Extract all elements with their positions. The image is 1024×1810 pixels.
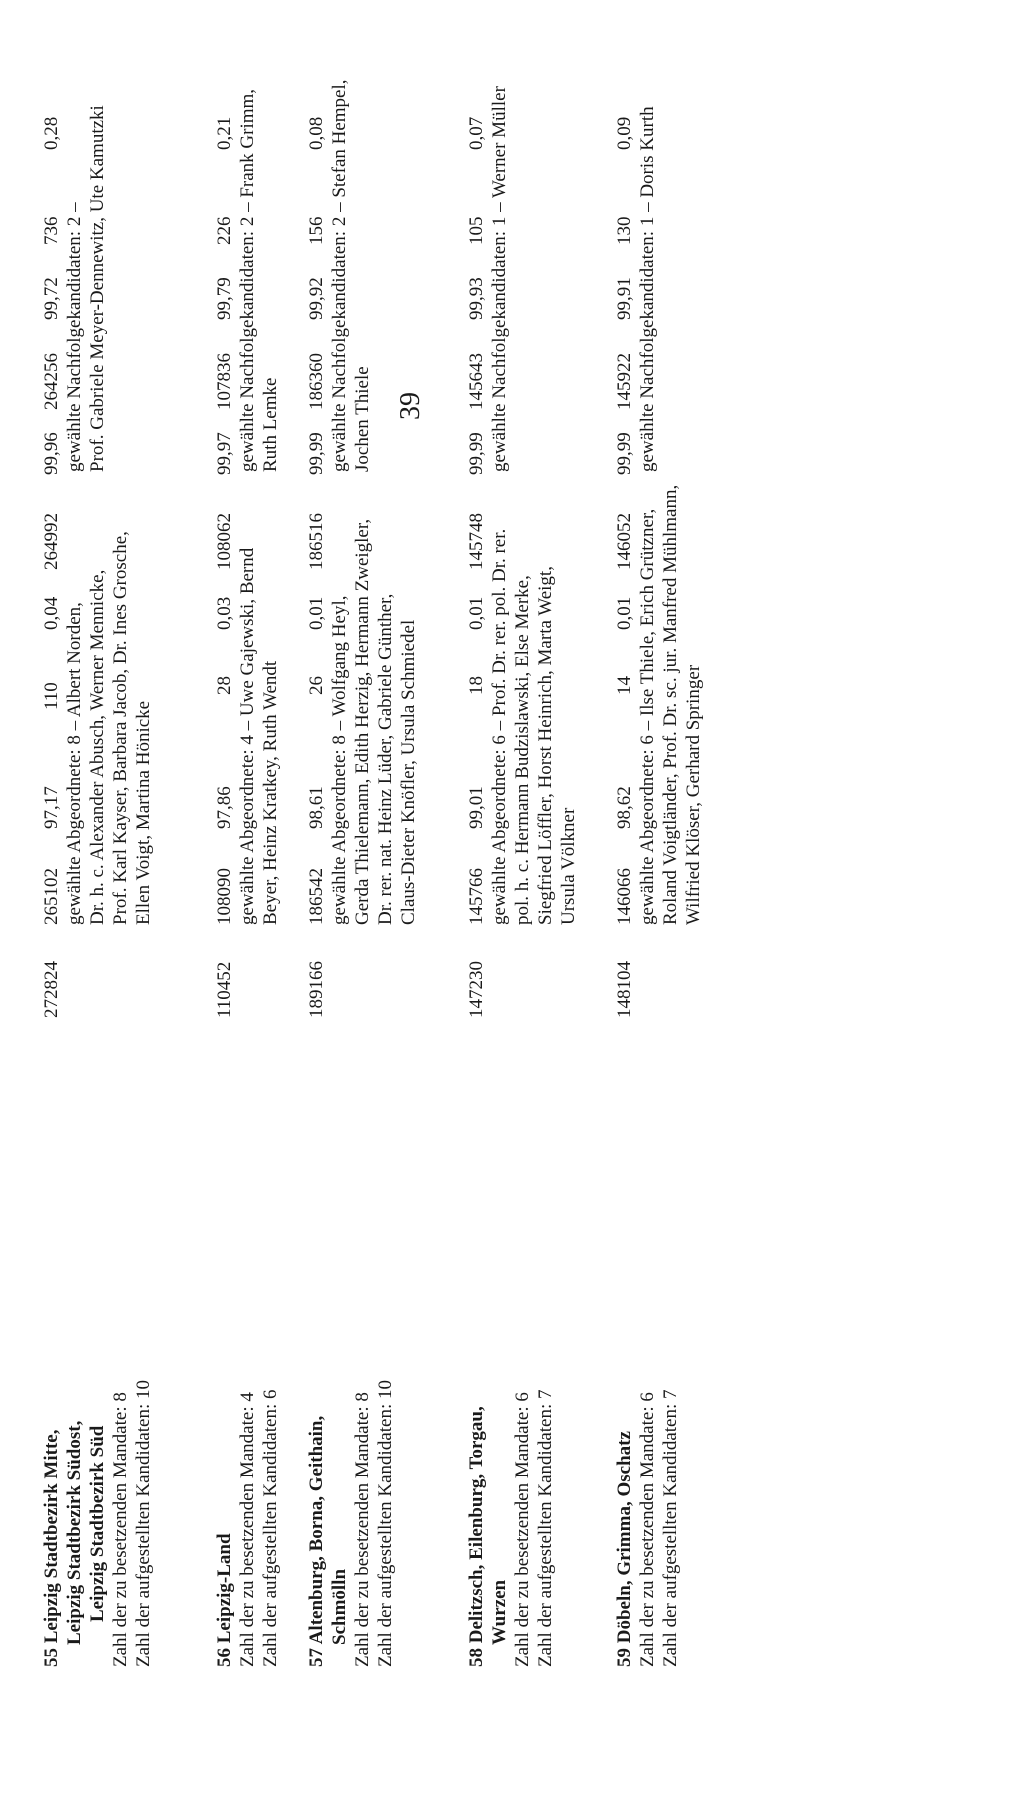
percent-for-2: 99,91 [614,277,635,320]
votes-against: 18 [466,676,487,695]
percent-against: 0,01 [306,596,327,630]
district-title: 55 Leipzig Stadtbezirk Mitte, [41,1429,62,1667]
votes-against-2: 130 [614,216,635,245]
district-title-cont: Leipzig Stadtbezirk Süd [87,1425,108,1622]
district-title: 59 Döbeln, Grimma, Oschatz [614,1431,635,1667]
eligible-voters: 147230 [466,961,487,1018]
percent-for-2: 99,93 [466,277,487,320]
successor-line: Ruth Lemke [260,377,281,472]
votes-against: 26 [306,676,327,695]
district-block [305,0,420,1810]
district-block [465,0,580,1810]
percent-for: 98,61 [306,786,327,829]
page-number: 39 [395,392,426,420]
valid-votes: 146066 [614,868,635,925]
elected-line: gewählte Abgeordnete: 6 – Prof. Dr. rer. pol. Dr. rer. [489,528,510,925]
eligible-voters: 110452 [214,961,235,1018]
district-title-cont: Schmölln [329,1568,350,1645]
percent-for-2: 99,72 [41,277,62,320]
votes-against-2: 156 [306,216,327,245]
percent-against-2: 0,07 [466,116,487,150]
percent-against: 0,03 [214,596,235,630]
district-block [40,0,155,1810]
elected-line: Roland Voigtländer, Prof. Dr. sc. jur. Manfred Mühlmann, [660,484,681,925]
percent-for: 97,86 [214,786,235,829]
successor-line: Prof. Gabriele Meyer-Dennewitz, Ute Kamutzki [87,105,108,472]
mandates-count: Zahl der zu besetzenden Mandate: 4 [237,1392,258,1667]
successor-line: gewählte Nachfolgekandidaten: 2 – Frank Grimm, [237,88,258,472]
votes-against: 28 [214,676,235,695]
votes-against: 14 [614,676,635,695]
mandates-count: Zahl der zu besetzenden Mandate: 8 [352,1392,373,1667]
percent-against: 0,04 [41,596,62,630]
district-block [213,0,282,1810]
elected-line: Prof. Karl Kayser, Barbara Jacob, Dr. Ines Grosche, [110,531,131,925]
candidates-count: Zahl der aufgestellten Kandidaten: 10 [133,1379,154,1667]
elected-line: pol. h. c. Hermann Budzislawski, Else Merke, [512,575,533,925]
candidates-count: Zahl der aufgestellten Kandidaten: 6 [260,1389,281,1667]
valid-votes-2: 145643 [466,353,487,410]
valid-votes-2: 264256 [41,353,62,410]
percent-participation: 99,99 [466,432,487,475]
eligible-voters: 189166 [306,961,327,1018]
elected-line: gewählte Abgeordnete: 8 – Wolfgang Heyl, [329,595,350,925]
percent-participation: 99,99 [306,432,327,475]
candidates-count: Zahl der aufgestellten Kandidaten: 10 [375,1379,396,1667]
elected-line: gewählte Abgeordnete: 8 – Albert Norden, [64,602,85,925]
elected-line: Dr. h. c. Alexander Abusch, Werner Mennicke, [87,569,108,925]
candidates-count: Zahl der aufgestellten Kandidaten: 7 [535,1389,556,1667]
district-title: 58 Delitzsch, Eilenburg, Torgau, [466,1406,487,1667]
mandates-count: Zahl der zu besetzenden Mandate: 6 [512,1392,533,1667]
percent-participation: 99,97 [214,432,235,475]
percent-against-2: 0,28 [41,116,62,150]
district-title-cont: Leipzig Stadtbezirk Südost, [64,1420,85,1645]
votes-against-2: 105 [466,216,487,245]
valid-votes: 108090 [214,868,235,925]
votes-against-2: 736 [41,216,62,245]
eligible-voters-2: 145748 [466,513,487,570]
percent-participation: 99,99 [614,432,635,475]
percent-against-2: 0,21 [214,116,235,150]
percent-against: 0,01 [614,596,635,630]
elected-line: Gerda Thielemann, Edith Herzig, Hermann Zweigler, [352,518,373,925]
elected-line: gewählte Abgeordnete: 4 – Uwe Gajewski, Bernd [237,547,258,925]
elected-line: Siegfried Löffler, Horst Heinrich, Marta Weigt, [535,566,556,925]
elected-line: Ursula Völkner [558,807,579,925]
elected-line: gewählte Abgeordnete: 6 – Ilse Thiele, Erich Grützner, [637,508,658,925]
percent-against: 0,01 [466,596,487,630]
elected-line: Beyer, Heinz Kratkey, Ruth Wendt [260,660,281,925]
district-title-cont: Wurzen [489,1579,510,1645]
elected-line: Ellen Voigt, Martina Hönicke [133,700,154,925]
eligible-voters-2: 146052 [614,513,635,570]
valid-votes-2: 186360 [306,353,327,410]
votes-against: 110 [41,682,62,710]
eligible-voters-2: 186516 [306,513,327,570]
percent-for-2: 99,92 [306,277,327,320]
district-title: 56 Leipzig-Land [214,1533,235,1667]
eligible-voters-2: 264992 [41,513,62,570]
eligible-voters: 272824 [41,961,62,1018]
district-title: 57 Altenburg, Borna, Geithain, [306,1415,327,1667]
valid-votes: 265102 [41,868,62,925]
successor-line: Jochen Thiele [352,366,373,472]
mandates-count: Zahl der zu besetzenden Mandate: 6 [637,1392,658,1667]
valid-votes-2: 145922 [614,353,635,410]
eligible-voters-2: 108062 [214,513,235,570]
elected-line: Dr. rer. nat. Heinz Lüder, Gabriele Günther, [375,593,396,925]
successor-line: gewählte Nachfolgekandidaten: 2 – Stefan Hempel, [329,79,350,472]
percent-for: 97,17 [41,786,62,829]
candidates-count: Zahl der aufgestellten Kandidaten: 7 [660,1389,681,1667]
valid-votes-2: 107836 [214,353,235,410]
eligible-voters: 148104 [614,961,635,1018]
valid-votes: 145766 [466,868,487,925]
votes-against-2: 226 [214,216,235,245]
district-block [613,0,705,1810]
percent-against-2: 0,09 [614,116,635,150]
mandates-count: Zahl der zu besetzenden Mandate: 8 [110,1392,131,1667]
elected-line: Claus-Dieter Knöfler, Ursula Schmiedel [398,619,419,925]
percent-for: 99,01 [466,786,487,829]
successor-line: gewählte Nachfolgekandidaten: 1 – Doris Kurth [637,106,658,472]
successor-line: gewählte Nachfolgekandidaten: 2 – [64,202,85,472]
valid-votes: 186542 [306,868,327,925]
percent-for: 98,62 [614,786,635,829]
percent-for-2: 99,79 [214,277,235,320]
percent-participation: 99,96 [41,432,62,475]
percent-against-2: 0,08 [306,116,327,150]
successor-line: gewählte Nachfolgekandidaten: 1 – Werner Müller [489,86,510,472]
elected-line: Wilfried Klöser, Gerhard Springer [683,664,704,925]
